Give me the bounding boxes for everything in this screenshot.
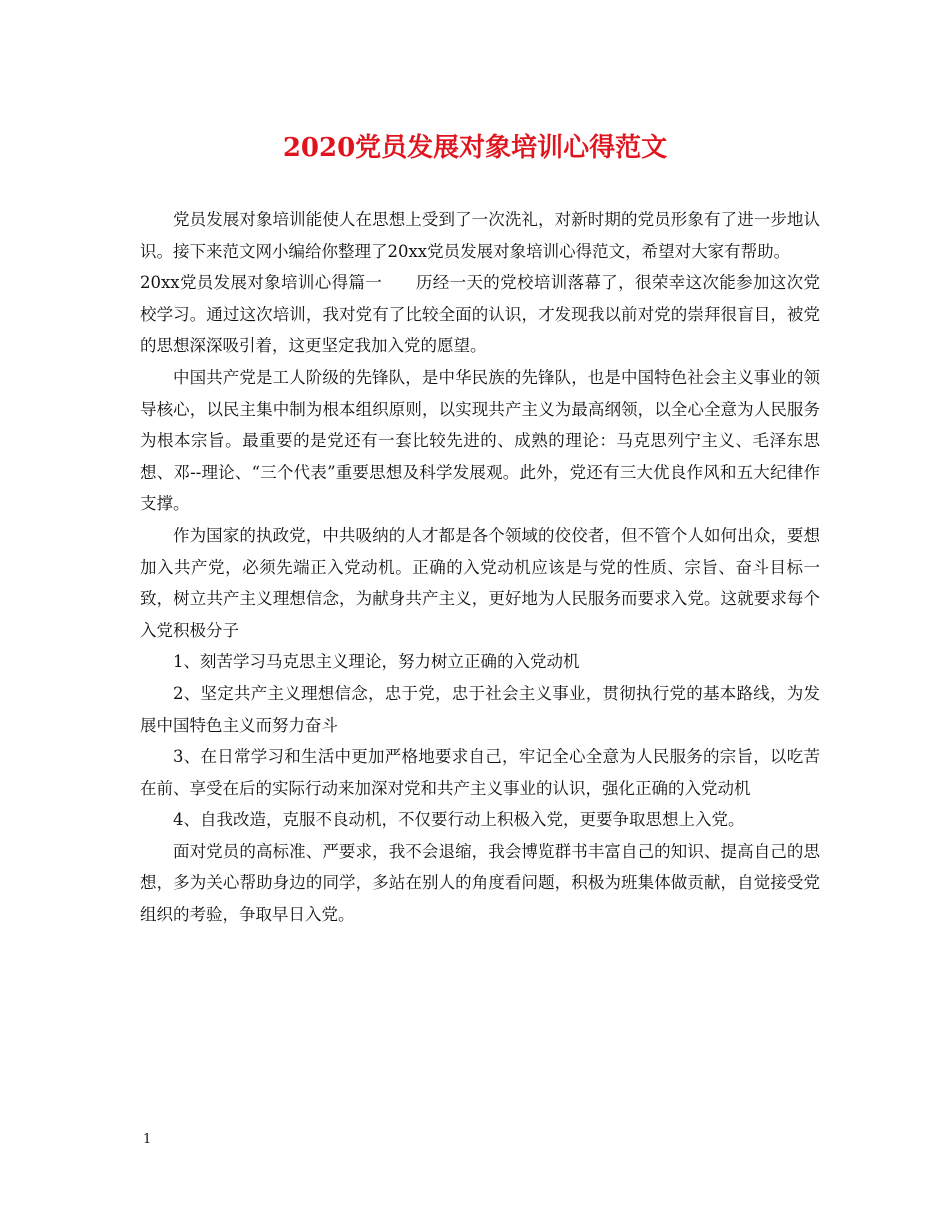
paragraph-intro: 党员发展对象培训能使人在思想上受到了一次洗礼，对新时期的党员形象有了进一步地认识。接下来范文网小编给你整理了20xx党员发展对象培训心得范文，希望对大家有帮助。 [140, 210, 820, 261]
paragraph-party-description: 中国共产党是工人阶级的先锋队，是中华民族的先锋队，也是中国特色社会主义事业的领导核心，以民主集中制为根本组织原则，以实现共产主义为最高纲领，以全心全意为人民服务为根本宗旨。最重要的是党还有一套比较先进的、成熟的理论：马克思列宁主义、毛泽东思想、邓--理论、“三个代表”重要思想及科学发展观。此外，党还有三大优良作风和五大纪律作支撑。 [140, 367, 820, 514]
document-title: 2020党员发展对象培训心得范文 [282, 133, 668, 163]
page-number: 1 [143, 1132, 152, 1147]
list-item-2: 2、坚定共产主义理想信念，忠于党，忠于社会主义事业，贯彻执行党的基本路线，为发展中国特色主义而努力奋斗 [140, 683, 820, 735]
list-item-1: 1、刻苦学习马克思主义理论，努力树立正确的入党动机 [173, 652, 580, 672]
paragraph-section-one: 20xx党员发展对象培训心得篇一 历经一天的党校培训落幕了，很荣幸这次能参加这次党校学习。通过这次培训，我对党有了比较全面的认识，才发现我以前对党的崇拜很盲目，被党的思想深深吸引着，这更坚定我加入党的愿望。 [140, 273, 820, 356]
paragraph-motivation: 作为国家的执政党，中共吸纳的人才都是各个领域的佼佼者，但不管个人如何出众，要想加入共产党，必须先端正入党动机。正确的入党动机应该是与党的性质、宗旨、奋斗目标一致，树立共产主义理想信念，为献身共产主义，更好地为人民服务而要求入党。这就要求每个入党积极分子 [140, 525, 820, 640]
document-body [140, 204, 820, 931]
paragraph-conclusion: 面对党员的高标准、严要求，我不会退缩，我会博览群书丰富自己的知识、提高自己的思想，多为关心帮助身边的同学，多站在别人的角度看问题，积极为班集体做贡献，自觉接受党组织的考验，争取早日入党。 [140, 841, 820, 925]
list-item-3: 3、在日常学习和生活中更加严格地要求自己，牢记全心全意为人民服务的宗旨，以吃苦在前、享受在后的实际行动来加深对党和共产主义事业的认识，强化正确的入党动机 [140, 747, 820, 798]
list-item-4: 4、自我改造，克服不良动机，不仅要行动上积极入党，更要争取思想上入党。 [173, 810, 745, 830]
